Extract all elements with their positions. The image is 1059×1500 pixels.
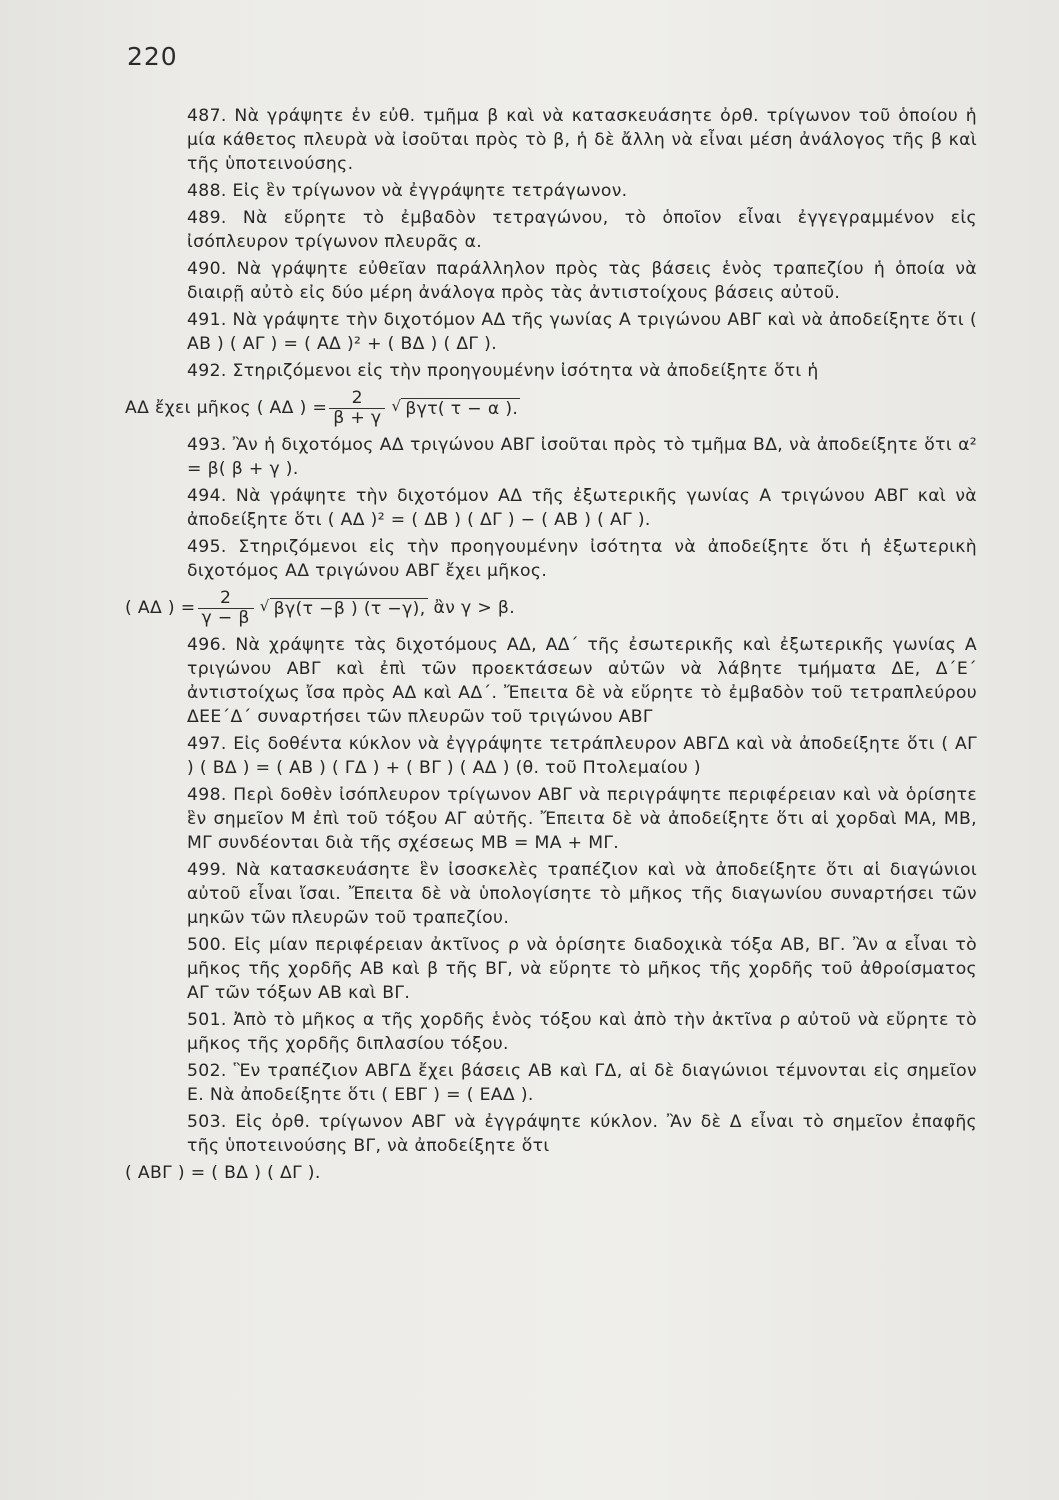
formula-495-condition: ἂν γ > β. bbox=[433, 598, 516, 618]
problem-495: 495. Στηριζόμενοι εἰς τὴν προηγουμένην ἰσότητα νὰ ἀποδείξητε ὅτι ἡ ἐξωτερικὴ διχοτόμος ΑΔ τριγώνου ΑΒΓ ἔχει μῆκος. bbox=[187, 537, 977, 581]
fraction-495 bbox=[198, 589, 254, 628]
problem-496: 496. Νὰ χράψητε τὰς διχοτόμους ΑΔ, ΑΔ΄ τῆς ἐσωτερικῆς καὶ ἐξωτερικῆς γωνίας Α τριγώνου ΑΒΓ καὶ ἐπὶ τῶν προεκτάσεων αὐτῶν νὰ λάβητε τμήματα ΔΕ, Δ΄Ε΄ ἀντιστοίχως ἴσα πρὸς ΑΔ καὶ ΑΔ΄. Ἔπειτα δὲ νὰ εὕρητε τὸ ἐμβαδὸν τοῦ τετραπλεύρου ΔΕΕ΄Δ΄ συναρτήσει τῶν πλευρῶν τοῦ τριγώνου ΑΒΓ bbox=[187, 635, 977, 727]
problem-493: 493. Ἂν ἡ διχοτόμος ΑΔ τριγώνου ΑΒΓ ἰσοῦται πρὸς τὸ τμῆμα ΒΔ, νὰ ἀποδείξητε ὅτι α² = β( β + γ ). bbox=[187, 435, 977, 479]
fraction-492-denominator: β + γ bbox=[329, 408, 385, 428]
problem-497: 497. Εἰς δοθέντα κύκλον νὰ ἐγγράψητε τετράπλευρον ΑΒΓΔ καὶ νὰ ἀποδείξητε ὅτι ( ΑΓ ) ( ΒΔ ) = ( ΑΒ ) ( ΓΔ ) + ( ΒΓ ) ( ΑΔ ) (θ. τοῦ Πτολεμαίου ) bbox=[187, 734, 977, 778]
radicand-492: βγτ( τ − α ). bbox=[401, 398, 520, 419]
problem-491: 491. Νὰ γράψητε τὴν διχοτόμον ΑΔ τῆς γωνίας Α τριγώνου ΑΒΓ καὶ νὰ ἀποδείξητε ὅτι ( ΑΒ ) ( ΑΓ ) = ( ΑΔ )² + ( ΒΔ ) ( ΔΓ ). bbox=[187, 310, 977, 354]
formula-492 bbox=[125, 383, 977, 433]
fraction-492 bbox=[329, 389, 385, 428]
problem-490: 490. Νὰ γράψητε εὐθεῖαν παράλληλον πρὸς τὰς βάσεις ἑνὸς τραπεζίου ἡ ὁποία νὰ διαιρῇ αὐτὸ εἰς δύο μέρη ἀνάλογα πρὸς τὰς ἀντιστοίχους βάσεις αὐτοῦ. bbox=[187, 259, 977, 303]
page-number: 220 bbox=[127, 42, 178, 71]
problem-488: 488. Εἰς ἓν τρίγωνον νὰ ἐγγράψητε τετράγωνον. bbox=[187, 181, 628, 201]
problem-499: 499. Νὰ κατασκευάσητε ἓν ἰσοσκελὲς τραπέζιον καὶ νὰ ἀποδείξητε ὅτι αἱ διαγώνιοι αὐτοῦ εἶναι ἴσαι. Ἔπειτα δὲ νὰ ὑπολογίσητε τὸ μῆκος τῆς διαγωνίου συναρτήσει τῶν μηκῶν τῶν πλευρῶν τοῦ τραπεζίου. bbox=[187, 860, 977, 928]
problem-498: 498. Περὶ δοθὲν ἰσόπλευρον τρίγωνον ΑΒΓ νὰ περιγράψητε περιφέρειαν καὶ νὰ ὁρίσητε ἓν σημεῖον Μ ἐπὶ τοῦ τόξου ΑΓ αὐτῆς. Ἔπειτα δὲ νὰ ἀποδείξητε ὅτι αἱ χορδαὶ ΜΑ, ΜΒ, ΜΓ συνδέονται διὰ τῆς σχέσεως ΜΒ = ΜΑ + ΜΓ. bbox=[187, 785, 977, 853]
problem-500: 500. Εἰς μίαν περιφέρειαν ἀκτῖνος ρ νὰ ὁρίσητε διαδοχικὰ τόξα ΑΒ, ΒΓ. Ἂν α εἶναι τὸ μῆκος τῆς χορδῆς ΑΒ καὶ β τῆς ΒΓ, νὰ εὕρητε τὸ μῆκος τῆς χορδῆς τοῦ ἀθροίσματος ΑΓ τῶν τόξων ΑΒ καὶ ΒΓ. bbox=[187, 935, 977, 1003]
problem-503: 503. Εἰς ὀρθ. τρίγωνον ΑΒΓ νὰ ἐγγράψητε κύκλον. Ἂν δὲ Δ εἶναι τὸ σημεῖον ἐπαφῆς τῆς ὑποτεινούσης ΒΓ, νὰ ἀποδείξητε ὅτι bbox=[187, 1112, 977, 1156]
radicand-495: βγ(τ −β ) (τ −γ), bbox=[270, 598, 428, 619]
problem-494: 494. Νὰ γράψητε τὴν διχοτόμον ΑΔ τῆς ἐξωτερικῆς γωνίας Α τριγώνου ΑΒΓ καὶ νὰ ἀποδείξητε ὅτι ( ΑΔ )² = ( ΔΒ ) ( ΔΓ ) − ( ΑΒ ) ( ΑΓ ). bbox=[187, 486, 977, 530]
fraction-492-numerator: 2 bbox=[351, 387, 363, 408]
fraction-495-denominator: γ − β bbox=[198, 608, 254, 628]
problem-492: 492. Στηριζόμενοι εἰς τὴν προηγουμένην ἰσότητα νὰ ἀποδείξητε ὅτι ἡ bbox=[187, 361, 819, 381]
problem-502: 502. Ἓν τραπέζιον ΑΒΓΔ ἔχει βάσεις ΑΒ καὶ ΓΔ, αἱ δὲ διαγώνιοι τέμνονται εἰς σημεῖον Ε. Νὰ ἀποδείξητε ὅτι ( ΕΒΓ ) = ( ΕΑΔ ). bbox=[187, 1061, 977, 1105]
problem-487: 487. Νὰ γράψητε ἐν εὐθ. τμῆμα β καὶ νὰ κατασκευάσητε ὀρθ. τρίγωνον τοῦ ὁποίου ἡ μία κάθετος πλευρὰ νὰ ἰσοῦται πρὸς τὸ β, ἡ δὲ ἄλλη νὰ εἶναι μέση ἀνάλογος τῆς β καὶ τῆς ὑποτεινούσης. bbox=[187, 106, 977, 174]
formula-492-lhs: ΑΔ ἔχει μῆκος ( ΑΔ ) = bbox=[125, 398, 328, 418]
formula-495-lhs: ( ΑΔ ) = bbox=[125, 598, 196, 618]
fraction-495-numerator: 2 bbox=[219, 587, 232, 608]
problem-501: 501. Ἀπὸ τὸ μῆκος α τῆς χορδῆς ἑνὸς τόξου καὶ ἀπὸ τὴν ἀκτῖνα ρ αὐτοῦ νὰ εὕρητε τὸ μῆκος τῆς χορδῆς διπλασίου τόξου. bbox=[187, 1010, 977, 1054]
formula-503: ( ΑΒΓ ) = ( ΒΔ ) ( ΔΓ ). bbox=[125, 1163, 321, 1183]
problems-text bbox=[125, 104, 977, 1185]
formula-495 bbox=[125, 583, 977, 633]
problem-489: 489. Νὰ εὕρητε τὸ ἐμβαδὸν τετραγώνου, τὸ ὁποῖον εἶναι ἐγγεγραμμένον εἰς ἰσόπλευρον τρίγωνον πλευρᾶς α. bbox=[187, 208, 977, 252]
radical-sign-495: √ bbox=[259, 597, 270, 615]
radical-sign-492: √ bbox=[391, 397, 402, 415]
